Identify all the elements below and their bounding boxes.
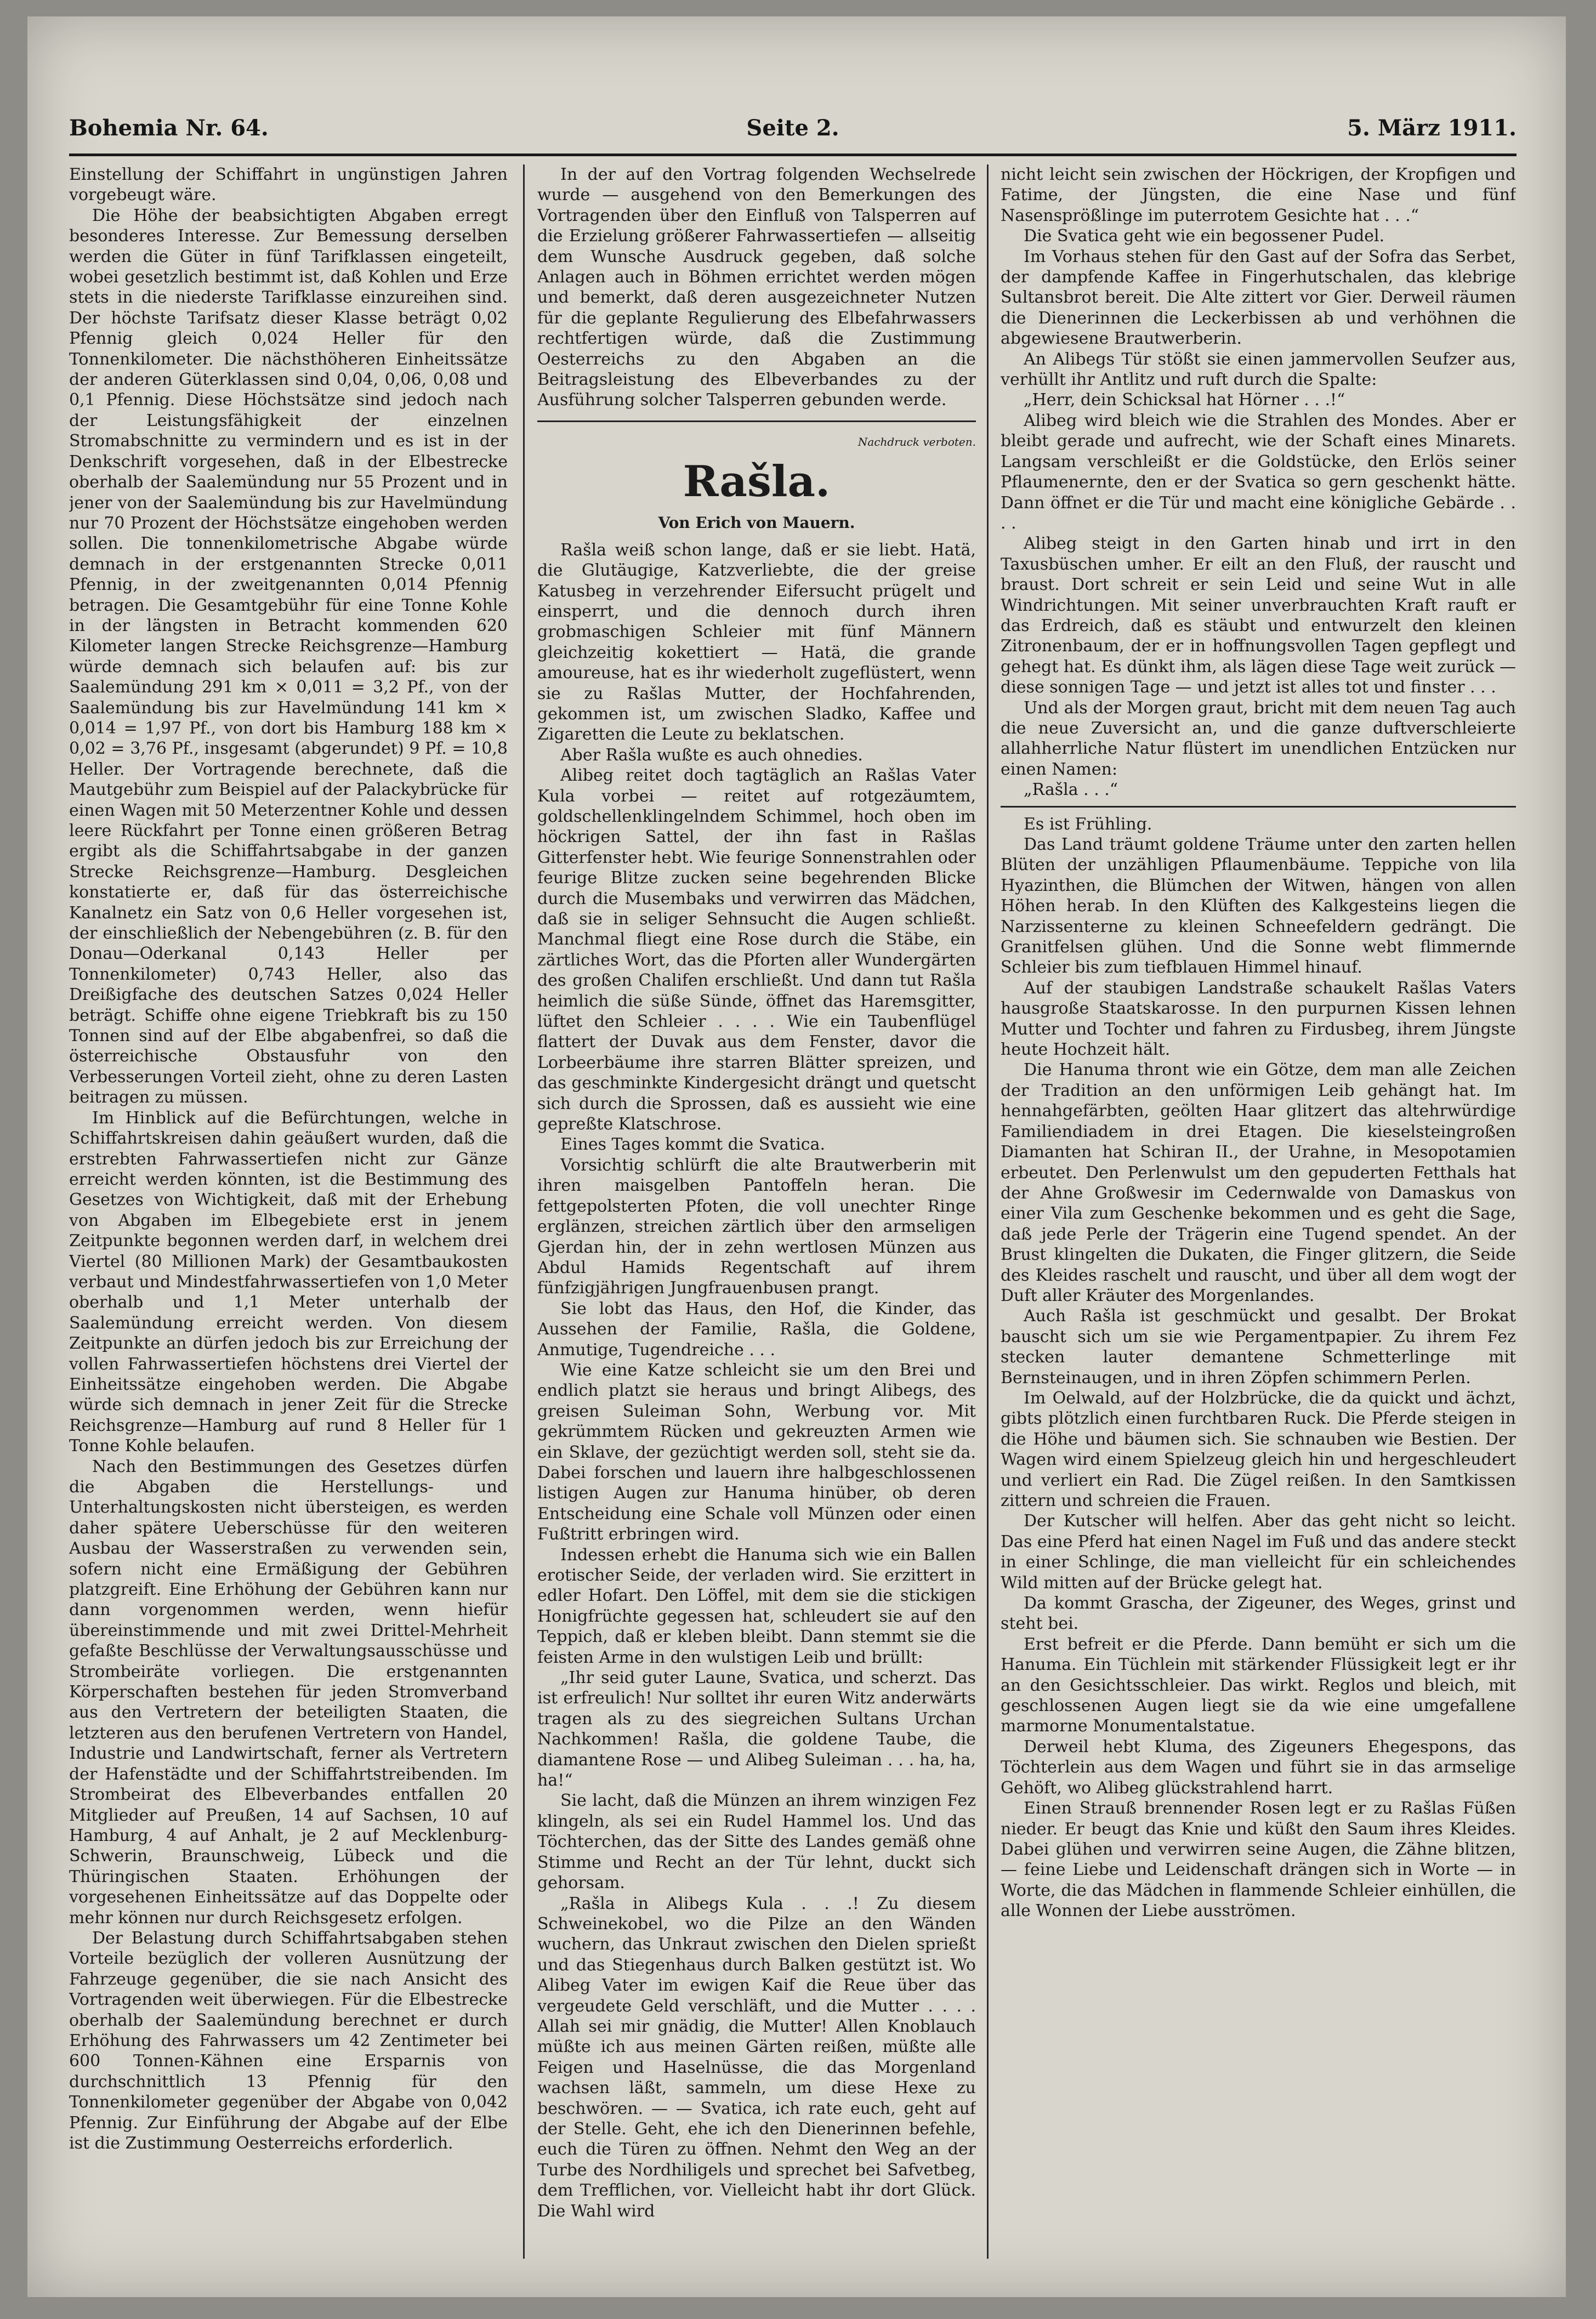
paragraph: Rašla weiß schon lange, daß er sie liebt. Hatä, die Glutäugige, Katzverliebte, die der greise Katusbeg in verzehrender Eifersucht prügelt und einsperrt, und die dennoch durch ihren grobmaschigen Schleier mit fünf Männern gleichzeitig kokettiert — Hatä, die grande amoureuse, hat es ihr wiederholt zugeflüstert, wenn sie zu Rašlas Mutter, der Hochfahrenden, gekommen ist, um zwischen Sladko, Kaffee und Zigaretten die Leute zu beklatschen. [537,540,976,744]
paragraph: Auch Rašla ist geschmückt und gesalbt. Der Brokat bauscht sich um sie wie Pergamentpapier. Zu ihrem Fez stecken lauter demantene Schmetterlinge mit Bernsteinaugen, und in ihren Zöpfen schimmern Perlen. [1001,1306,1516,1388]
paragraph: Sie lacht, daß die Münzen an ihrem winzigen Fez klingeln, als sei ein Rudel Hammel los. Und das Töchterchen, das der Sitte des Landes gemäß ohne Stimme und Recht an der Tür lehnt, duckt sich gehorsam. [537,1791,976,1893]
paragraph: Der Belastung durch Schiffahrtsabgaben stehen Vorteile bezüglich der volleren Ausnützung der Fahrzeuge gegenüber, die sie nach Ansicht des Vortragenden weit überwiegen. Für die Elbestrecke oberhalb der Saalemündung berechnet er durch Erhöhung des Fahrwassers um 42 Zentimeter bei 600 Tonnen-Kähnen eine Ersparnis von durchschnittlich 13 Pfennig für den Tonnenkilometer gegenüber der Abgabe von 0,042 Pfennig. Zur Einführung der Abgabe auf der Elbe ist die Zustimmung Oesterreichs erforderlich. [69,1928,508,2153]
paragraph: nicht leicht sein zwischen der Höckrigen, der Kropfigen und Fatime, der Jüngsten, die eine Nase und fünf Nasensprößlinge im puterrotem Gesichte hat . . .“ [1001,165,1516,225]
paragraph: Vorsichtig schlürft die alte Brautwerberin mit ihren maisgelben Pantoffeln heran. Die fettgepolsterten Pfoten, die voll unechter Ringe erglänzen, streichen zärtlich über den armseligen Gjerdan hin, der in zehn wertlosen Münzen aus Abdul Hamids Regentschaft auf ihrem fünfzigjährigen Jungfrauenbusen prangt. [537,1155,976,1298]
paragraph: „Ihr seid guter Laune, Svatica, und scherzt. Das ist erfreulich! Nur solltet ihr euren Witz anderwärts tragen als zu des siegreichen Sultans Urchan Nachkommen! Rašla, die goldene Taube, die diamantene Rose — und Alibeg Suleiman . . . ha, ha, ha!“ [537,1668,976,1791]
paragraph: „Rašla in Alibegs Kula . . .! Zu diesem Schweinekobel, wo die Pilze an den Wänden wuchern, das Unkraut zwischen den Dielen sprießt und das Stiegenhaus durch Balken gestützt ist. Wo Alibeg Vater im ewigen Kaif die Reue über das vergeudete Geld verschläft, und die Mutter . . . . Allah sei mir gnädig, die Mutter! Allen Knoblauch müßte ich aus meinen Gärten reißen, müßte alle Feigen und Haselnüsse, die das Morgenland wachsen läßt, sammeln, um diese Hexe zu beschwören. — — Svatica, ich rate euch, geht auf der Stelle. Geht, ehe ich den Dienerinnen befehle, euch die Türen zu öffnen. Nehmt den Weg an der Turbe des Nordhiligels und sprechet bei Safvetbeg, dem Trefflichen, vor. Vielleicht habt ihr dort Glück. Die Wahl wird [537,1894,976,2221]
header-rule [69,154,1517,156]
newspaper-page [27,16,1566,2297]
paragraph: Da kommt Grascha, der Zigeuner, des Weges, grinst und steht bei. [1001,1594,1516,1634]
paragraph: Einen Strauß brennender Rosen legt er zu Rašlas Füßen nieder. Er beugt das Knie und küßt den Saum ihres Kleides. Dabei glühen und verwirren seine Augen, die Zähne blitzen, — feine Liebe und Leidenschaft drängen sich in Worte — in Worte, die das Mädchen in flammende Schleier einhüllen, die alle Wonnen der Liebe ausströmen. [1001,1799,1516,1921]
paragraph: Nach den Bestimmungen des Gesetzes dürfen die Abgaben die Herstellungs- und Unterhaltungskosten nicht übersteigen, es werden daher spätere Ueberschüsse für den weiteren Ausbau der Wasserstraßen zu verwenden sein, sofern nicht eine Ermäßigung der Gebühren platzgreift. Eine Erhöhung der Gebühren kann nur dann vorgenommen werden, wenn hiefür übereinstimmende und mit zwei Drittel-Mehrheit gefaßte Beschlüsse der Verwaltungsausschüsse und Strombeiräte vorliegen. Die erstgenannten Körperschaften bestehen für jeden Stromverband aus den Vertretern der beteiligten Staaten, die letzteren aus den berufenen Vertretern von Handel, Industrie und Landwirtschaft, ferner als Vertretern der Hafenstädte und der Schiffahrtstreibenden. Im Strombeirat des Elbeverbandes entfallen 20 Mitglieder auf Preußen, 14 auf Sachsen, 10 auf Hamburg, 4 auf Anhalt, je 2 auf Mecklenburg-Schwerin, Braunschweig, Lübeck und die Thüringischen Staaten. Erhöhungen der vorgesehenen Einheitssätze auf das Doppelte oder mehr können nur durch Reichsgesetz erfolgen. [69,1457,508,1928]
paragraph: Alibeg steigt in den Garten hinab und irrt in den Taxusbüschen umher. Er eilt an den Fluß, der rauscht und braust. Dort schreit er sein Leid und seine Wut in alle Windrichtungen. Mit seiner unverbrauchten Kraft rauft er das Erdreich, daß es stäubt und entwurzelt den kleinen Zitronenbaum, der er in hoffnungsvollen Tagen gepflegt und gehegt hat. Es dünkt ihm, als lägen diese Tage weit zurück — diese sonnigen Tage — und jetzt ist alles tot und finster . . . [1001,534,1516,697]
paragraph: An Alibegs Tür stößt sie einen jammervollen Seufzer aus, verhüllt ihr Antlitz und ruft durch die Spalte: [1001,349,1516,390]
paragraph: Erst befreit er die Pferde. Dann bemüht er sich um die Hanuma. Ein Tüchlein mit stärkender Flüssigkeit legt er ihr an den Gesichtsschleier. Das wirkt. Reglos und bleich, mit geschlossenen Augen liegt sie da wie eine umgefallene marmorne Monumentalstatue. [1001,1634,1516,1736]
paragraph: Die Höhe der beabsichtigten Abgaben erregt besonderes Interesse. Zur Bemessung derselben werden die Güter in fünf Tarifklassen eingeteilt, wobei gesetzlich bestimmt ist, daß Kohlen und Erze stets in die niederste Tarifklasse einzureihen sind. Der höchste Tarifsatz dieser Klasse beträgt 0,02 Pfennig gleich 0,024 Heller für den Tonnenkilometer. Die nächsthöheren Einheitssätze der anderen Güterklassen sind 0,04, 0,06, 0,08 und 0,1 Pfennig. Diese Höchstsätze sind jedoch nach der Leistungsfähigkeit der einzelnen Stromabschnitte zu vermindern und es ist in der Denkschrift vorgesehen, daß in der Elbestrecke oberhalb der Saalemündung nur 55 Prozent und in jener von der Saalemündung bis zur Havelmündung nur 70 Prozent der Höchstsätze eingehoben werden sollen. Die tonnenkilometrische Abgabe würde demnach in der erstgenannten Strecke 0,011 Pfennig, in der zweitgenannten 0,014 Pfennig betragen. Die Gesamtgebühr für eine Tonne Kohle in der längsten in Betracht kommenden 620 Kilometer langen Strecke Reichsgrenze—Hamburg würde demnach sich belaufen auf: bis zur Saalemündung 291 km × 0,011 = 3,2 Pf., von der Saalemündung bis zur Havelmündung 141 km × 0,014 = 1,97 Pf., von dort bis Hamburg 188 km × 0,02 = 3,76 Pf., insgesamt (abgerundet) 9 Pf. = 10,8 Heller. Der Vortragende berechnete, daß die Mautgebühr zum Beispiel auf der Palackybrücke für einen Wagen mit 50 Meterzentner Kohle und dessen leere Rückfahrt per Tonne einen größeren Betrag ergibt als die Schiffahrtsabgabe in der ganzen Strecke Reichsgrenze—Hamburg. Desgleichen konstatierte er, daß für das österreichische Kanalnetz ein Satz von 0,6 Heller vorgesehen ist, der einschließlich der Nebengebühren (z. B. für den Donau—Oderkanal 0,143 Heller per Tonnenkilometer) 0,743 Heller, also das Dreißigfache des deutschen Satzes 0,024 Heller beträgt. Schiffe ohne eigene Triebkraft bis zu 150 Tonnen sind auf der Elbe abgabenfrei, so daß die österreichische Obstausfuhr von den Verbesserungen Vorteil zieht, ohne zu deren Lasten beitragen zu müssen. [69,206,508,1107]
paragraph: Alibeg reitet doch tagtäglich an Rašlas Vater Kula vorbei — reitet auf rotgezäumtem, goldschellenklingelndem Schimmel, hoch oben im höckrigen Sattel, der ihn fast in Rašlas Gitterfenster hebt. Wie feurige Sonnenstrahlen oder feurige Blitze zucken seine begehrenden Blicke durch die Musembaks und verwirren das Mädchen, daß sie in seliger Sehnsucht die Augen schließt. Manchmal fliegt eine Rose durch die Stäbe, ein zärtliches Wort, das die Pforten aller Wundergärten des großen Chalifen erschließt. Und dann tut Rašla heimlich die süße Sünde, öffnet das Haremsgitter, lüftet den Schleier . . . . Wie ein Taubenflügel flattert der Duvak aus dem Fenster, davor die Lorbeerbäume ihre starren Blätter spreizen, und das geschminkte Kindergesicht drängt und quetscht sich durch die Sprossen, daß es aussieht wie eine gepreßte Klatschrose. [537,766,976,1134]
column-1 [69,164,508,2259]
issue-date: 5. März 1911. [1347,115,1517,141]
page-header [69,115,1517,148]
paragraph: Und als der Morgen graut, bricht mit dem neuen Tag auch die neue Zuversicht an, und die ganze duftverschleierte allahherrliche Natur flüstert im unendlichen Entzücken nur einen Namen: [1001,698,1516,779]
section-separator [537,420,976,422]
paragraph: Die Svatica geht wie ein begossener Pudel. [1024,226,1385,246]
paragraph: Die Hanuma thront wie ein Götze, dem man alle Zeichen der Tradition an den unförmigen Leib gehängt hat. Im hennahgefärbten, geölten Haar glitzert das altehrwürdige Familiendiadem in drei Etagen. Die kieselsteingroßen Diamanten hat Schiran II., der Urahne, in Mesopotamien erbeutet. Den Perlenwulst um den gepuderten Fetthals hat der Ahne Großwesir im Cedernwalde von Damaskus von einer Vila zum Geschenke bekommen und es geht die Sage, daß jede Perle der Trägerin eine Tugend spendet. An der Brust klingelten die Dukaten, die Finger glitzern, die Seide des Kleides raschelt und rauscht, und über all dem wogt der Duft aller Kräuter des Morgenlandes. [1001,1060,1516,1305]
paragraph: Im Hinblick auf die Befürchtungen, welche in Schiffahrtskreisen dahin geäußert wurden, daß die erstrebten Fahrwassertiefen nicht zur Gänze erreicht werden könnten, ist die Bestimmung des Gesetzes von Wichtigkeit, daß mit der Erhebung von Abgaben im Elbegebiete erst in jenem Zeitpunkte begonnen werden darf, in welchem drei Viertel (80 Millionen Mark) der Gesamtbaukosten verbaut und Mindestfahrwassertiefen von 1,0 Meter oberhalb und 1,1 Meter unterhalb der Saalemündung erreicht werden. Von diesem Zeitpunkte an dürfen jedoch bis zur Erreichung der vollen Fahrwassertiefen höchstens drei Viertel der Einheitssätze eingehoben werden. Die Abgabe würde sich demnach in jener Zeit für die Strecke Reichsgrenze—Hamburg auf rund 8 Heller für 1 Tonne Kohle belaufen. [69,1108,508,1456]
section-separator [1001,806,1516,808]
paragraph: Aber Rašla wußte es auch ohnedies. [560,745,863,765]
paragraph: Im Vorhaus stehen für den Gast auf der Sofra das Serbet, der dampfende Kaffee in Fingerhutschalen, das klebrige Sultansbrot bereit. Die Alte zittert vor Gier. Derweil räumen die Dienerinnen die Leckerbissen ab und verhöhnen die abgewiesene Brautwerberin. [1001,247,1516,349]
paragraph: „Rašla . . .“ [1024,780,1118,800]
column-3 [1001,164,1516,2259]
paragraph: „Herr, dein Schicksal hat Hörner . . .!“ [1024,390,1345,410]
story-byline: Von Erich von Mauern. [658,514,855,532]
paragraph: Einstellung der Schiffahrt in ungünstigen Jahren vorgebeugt wäre. [69,165,508,205]
page-number: Seite 2. [746,115,839,141]
paragraph: Eines Tages kommt die Svatica. [560,1135,826,1155]
paragraph: Alibeg wird bleich wie die Strahlen des Mondes. Aber er bleibt gerade und aufrecht, wie der Schaft eines Minarets. Langsam verschleißt er die Goldstücke, den Erlös seiner Pflaumenernte, den er der Svatica so gern geschenkt hätte. Dann öffnet er die Tür und macht eine königliche Gebärde . . . . [1001,411,1516,533]
paragraph: Es ist Frühling. [1024,814,1152,834]
column-2 [537,164,976,2259]
reprint-notice: Nachdruck verboten. [857,435,976,448]
paragraph: In der auf den Vortrag folgenden Wechselrede wurde — ausgehend von den Bemerkungen des Vortragenden über den Einfluß von Talsperren auf die Erzielung größerer Fahrwassertiefen — allseitig dem Wunsche Ausdruck gegeben, daß solche Anlagen auch in Böhmen errichtet werden mögen und bemerkt, daß deren ausgezeichneter Nutzen für die geplante Regulierung des Elbefahrwassers rechtfertigen würde, daß die Zustimmung Oesterreichs zu den Abgaben an die Beitragsleistung des Elbeverbandes zu der Ausführung solcher Talsperren gebunden werde. [537,165,976,410]
issue-label: Bohemia Nr. 64. [69,115,269,141]
paragraph: Wie eine Katze schleicht sie um den Brei und endlich platzt sie heraus und bringt Alibegs, des greisen Suleiman Sohn, Werbung vor. Mit gekrümmtem Rücken und gekreuzten Armen wie ein Sklave, der gezüchtigt werden soll, steht sie da. Dabei forschen und lauern ihre halbgeschlossenen listigen Augen zur Hanuma hinüber, ob deren Entscheidung eine Schale voll Münzen oder einen Fußtritt erbringen wird. [537,1360,976,1544]
column-divider-1 [523,164,525,2259]
column-divider-2 [987,164,989,2259]
paragraph: Das Land träumt goldene Träume unter den zarten hellen Blüten der unzähligen Pflaumenbäume. Teppiche von lila Hyazinthen, die Blümchen der Witwen, hängen von allen Höhen herab. In den Klüften des Kalkgesteins liegen die Narzissenterne zu kleinen Schneefeldern gedrängt. Die Granitfelsen glühen. Und die Sonne webt flimmernde Schleier bis zum tiefblauen Himmel hinauf. [1001,835,1516,977]
paragraph: Der Kutscher will helfen. Aber das geht nicht so leicht. Das eine Pferd hat einen Nagel im Fuß und das andere steckt in einer Schlinge, die man vielleicht für ein schleichendes Wild mitten auf der Brücke gelegt hat. [1001,1511,1516,1593]
paragraph: Derweil hebt Kluma, des Zigeuners Ehegespons, das Töchterlein aus dem Wagen und führt sie in das armselige Gehöft, wo Alibeg glückstrahlend harrt. [1001,1737,1516,1798]
paragraph: Auf der staubigen Landstraße schaukelt Rašlas Vaters hausgroße Staatskarosse. In den purpurnen Kissen lehnen Mutter und Tochter und fahren zu Firdusbeg, ihrem Jüngste heute Hochzeit hält. [1001,978,1516,1060]
paragraph: Sie lobt das Haus, den Hof, die Kinder, das Aussehen der Familie, Rašla, die Goldene, Anmutige, Tugendreiche . . . [537,1299,976,1360]
story-title: Rašla. [683,457,831,507]
paragraph: Indessen erhebt die Hanuma sich wie ein Ballen erotischer Seide, der verladen wird. Sie erzittert in edler Hofart. Den Löffel, mit dem sie die stickigen Honigfrüchte gegessen hat, schleudert sie auf den Teppich, daß er kleben bleibt. Dann stemmt sie die feisten Arme in den wulstigen Leib und brüllt: [537,1545,976,1667]
paragraph: Im Oelwald, auf der Holzbrücke, die da quickt und ächzt, gibts plötzlich einen furchtbaren Ruck. Die Pferde steigen in die Höhe und bäumen sich. Sie schnauben wie Bestien. Der Wagen wird einem Spielzeug gleich hin und hergeschleudert und verliert ein Rad. Die Zügel reißen. In den Samtkissen zittern und schreien die Frauen. [1001,1388,1516,1510]
